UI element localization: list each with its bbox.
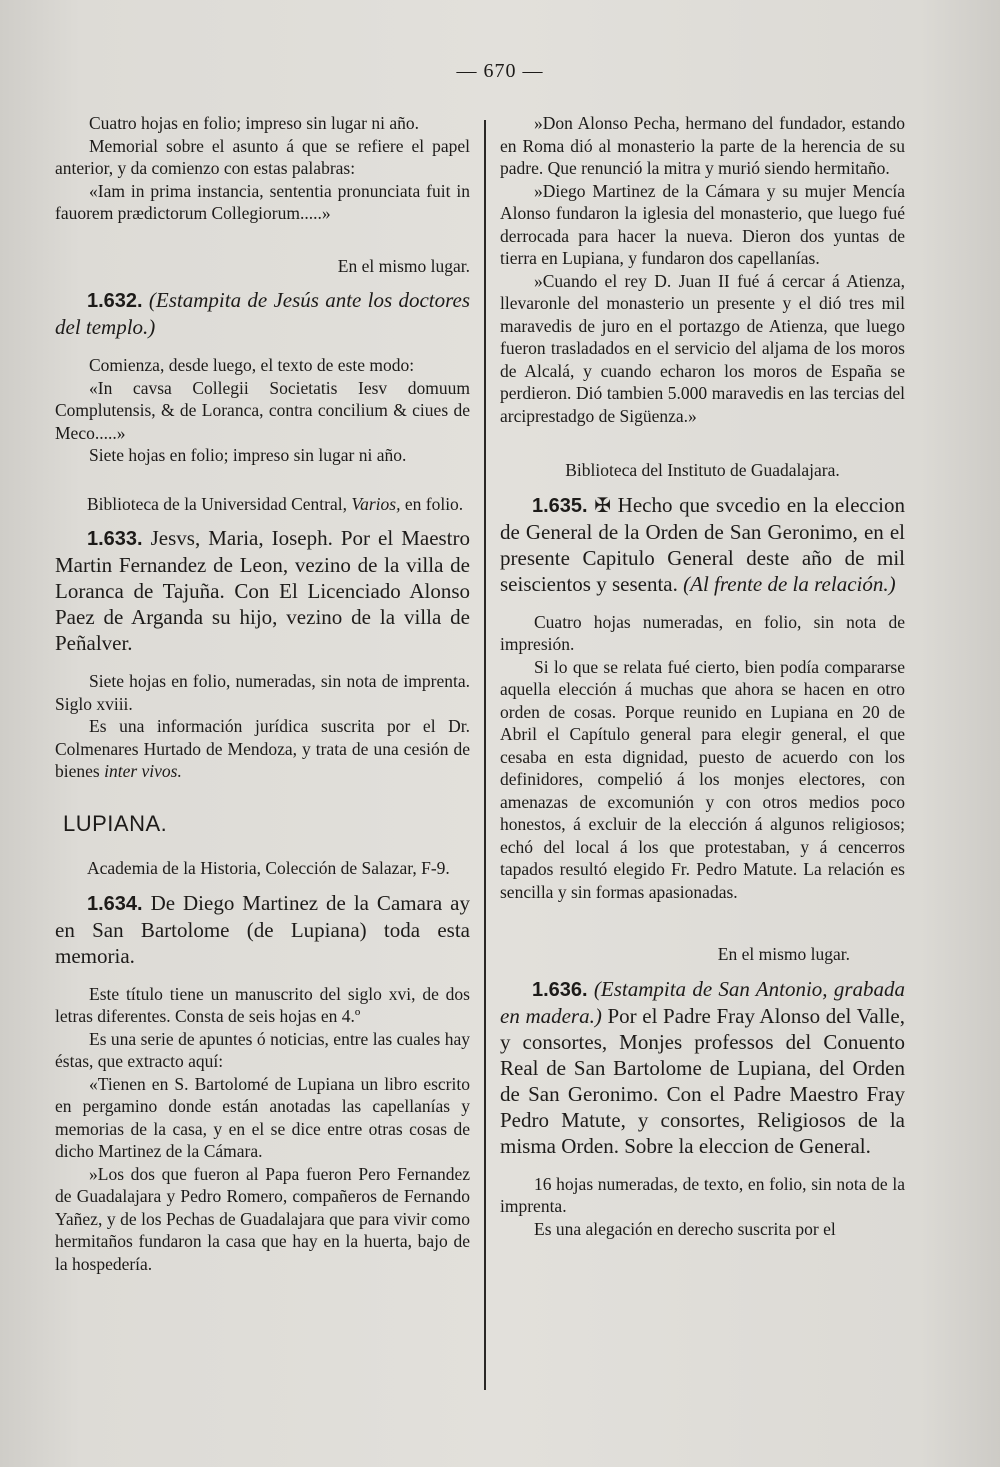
entry-1633	[55, 525, 470, 656]
section-heading: LUPIANA.	[63, 810, 168, 836]
entry-1632	[55, 287, 470, 340]
paragraph: Siete hojas en folio, numeradas, sin nota de imprenta. Siglo xviii.	[55, 671, 470, 714]
location-note: En el mismo lugar.	[717, 944, 850, 964]
paragraph: Siete hojas en folio; impreso sin lugar ni año.	[89, 445, 407, 465]
library-reference: Biblioteca del Instituto de Guadalajara.	[565, 460, 840, 480]
library-reference: Biblioteca de la Universidad Central, Varios, en folio.	[87, 493, 464, 514]
library-reference: Academia de la Historia, Colección de Salazar, F-9.	[87, 858, 450, 878]
page-number: — 670 —	[456, 60, 544, 82]
entry-title: Por el Padre Fray Alonso del Valle, y consortes, Monjes professos del Conuento Real de San Bartolome de Lupiana, del Orden de San Geronimo. Con el Padre Maestro Fray Pedro Matute, y consortes, Religiosos de la misma Orden. Sobre la eleccion de General.	[500, 1003, 905, 1158]
right-column	[500, 112, 905, 1240]
column-divider	[484, 120, 486, 1390]
paragraph: «Tienen en S. Bartolomé de Lupiana un libro escrito en pergamino donde están anotadas las capellanías y memorias de la casa, y en el se dice entre otras cosas de dicho Martinez de la Cámara.	[55, 1073, 470, 1161]
cross-icon: ✠	[594, 494, 612, 517]
paragraph: «Iam in prima instancia, sententia pronunciata fuit in fauorem prædictorum Collegiorum.....»	[55, 180, 470, 223]
entry-number: 1.634.	[87, 892, 143, 915]
paragraph: Memorial sobre el asunto á que se refiere el papel anterior, y da comienzo con estas palabras:	[55, 135, 470, 178]
left-column	[55, 112, 470, 1275]
entry-title: Jesvs, Maria, Ioseph. Por el Maestro Martin Fernandez de Leon, vezino de la villa de Loranca de Tajuña. Con El Licenciado Alonso Paez de Arganda su hijo, vezino de la villa de Peñalver.	[55, 526, 471, 655]
paragraph: Es una serie de apuntes ó noticias, entre las cuales hay éstas, que extracto aquí:	[55, 1028, 470, 1071]
entry-number: 1.636.	[532, 978, 588, 1001]
entry-number: 1.633.	[87, 528, 143, 550]
paragraph: Es una alegación en derecho suscrita por el	[534, 1218, 836, 1239]
location-note: En el mismo lugar.	[337, 255, 470, 276]
entry-title: (Estampita de Jesús ante los doctores del templo.)	[55, 288, 470, 339]
paragraph: Cuatro hojas en folio; impreso sin lugar ni año.	[89, 113, 420, 133]
entry-1636	[500, 976, 905, 1159]
entry-note: (Al frente de la relación.)	[683, 571, 896, 596]
paragraph: Si lo que se relata fué cierto, bien podía compararse aquella elección á muchas que ahora se hacen en otro orden de cosas. Porque reunido en Lupiana en 20 de Abril el Capítulo general para elegir general, el que cesaba en esta dignidad, puesto de acuerdo con los definidores, compelió á los monjes electores, con amenazas de excomunión y con otros medios poco honestos, á excluir de la elección á algunos religiosos; echó del local á los que protestaban, y á cencerros tapados resultó elegido Fr. Pedro Matute. La relación es sencilla y sin formas apasionadas.	[500, 656, 905, 902]
paragraph: Comienza, desde luego, el texto de este modo:	[89, 355, 415, 375]
entry-title: De Diego Martinez de la Camara ay en San Bartolome (de Lupiana) toda esta memoria.	[55, 890, 471, 968]
entry-title: Hecho que svcedio en la eleccion de General de la Orden de San Geronimo, en el presente Capitulo General deste año de mil seiscientos y sesenta.	[500, 492, 906, 596]
paragraph: »Don Alonso Pecha, hermano del fundador, estando en Roma dió al monasterio la parte de la herencia de su padre. Que renunció la mitra y murió siendo hermitaño.	[500, 113, 905, 178]
paragraph: »Los dos que fueron al Papa fueron Pero Fernandez de Guadalajara y Pedro Romero, compañeros de Fernando Yañez, y de los Pechas de Guadalajara que para vivir como hermitaños fundaron la casa que hay en la huerta, bajo de la hospedería.	[55, 1163, 470, 1274]
paragraph: 16 hojas numeradas, de texto, en folio, sin nota de la imprenta.	[500, 1173, 905, 1216]
paragraph: »Cuando el rey D. Juan II fué á cercar á Atienza, llevaronle del monasterio un presente y el dió tres mil maravedis de juro en el portazgo de Atienza, que luego fueron trasladados en el servicio del aljama de los moros de Alcalá, y cuando echaron los moros de España se perdieron. Dió tambien 5.000 maravedis en las tercias del arciprestadgo de Sigüenza.»	[500, 270, 905, 426]
entry-number: 1.635.	[532, 494, 588, 517]
paragraph: »Diego Martinez de la Cámara y su mujer Mencía Alonso fundaron la iglesia del monasterio, que luego fué derrocada para hacer la nueva. Dieron dos yuntas de tierra en Lupiana, y fundaron dos capellanías.	[500, 180, 905, 268]
paragraph: Cuatro hojas numeradas, en folio, sin nota de impresión.	[500, 611, 905, 654]
entry-1634	[55, 890, 470, 969]
entry-note: (Estampita de San Antonio, grabada en madera.)	[500, 976, 906, 1028]
paragraph: Este título tiene un manuscrito del siglo xvi, de dos letras diferentes. Consta de seis hojas en 4.º	[55, 983, 470, 1026]
entry-number: 1.632.	[87, 290, 143, 312]
entry-1635	[500, 492, 905, 597]
paragraph: «In cavsa Collegii Societatis Iesv domuum Complutensis, & de Loranca, contra concilium & ciues de Meco.....»	[55, 377, 470, 443]
paragraph: Es una información jurídica suscrita por el Dr. Colmenares Hurtado de Mendoza, y trata de una cesión de bienes inter vivos.	[55, 716, 470, 781]
